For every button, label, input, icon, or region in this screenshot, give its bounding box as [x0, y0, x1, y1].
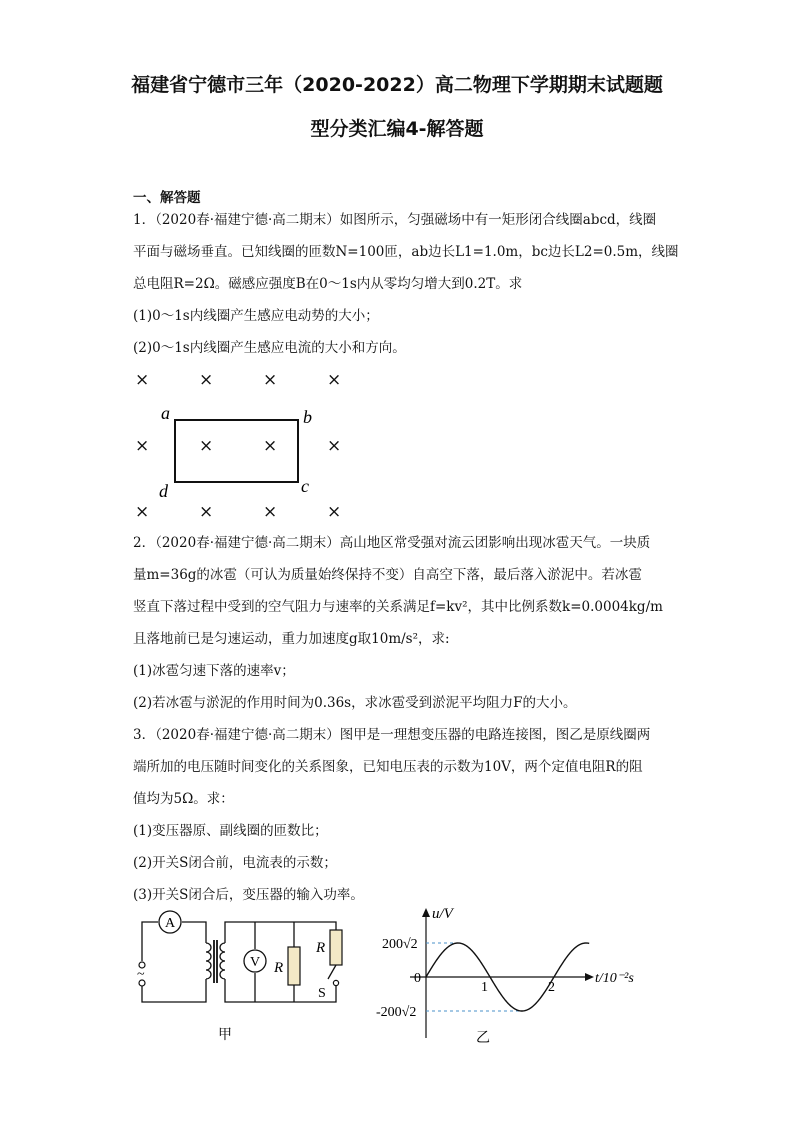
- q2-line-4: 且落地前已是匀速运动，重力加速度g取10m/s²，求:: [133, 631, 450, 647]
- ac-source-symbol: ~: [137, 967, 145, 982]
- switch-label: S: [318, 986, 326, 1001]
- figure-caption-yi: 乙: [476, 1030, 490, 1046]
- q3-line-2: 端所加的电压随时间变化的关系图象，已知电压表的示数为10V，两个定值电阻R的阻: [133, 759, 643, 775]
- field-cross: ×: [327, 436, 342, 456]
- y-tick-top: 200√2: [382, 937, 418, 952]
- origin-label: 0: [414, 971, 421, 986]
- q1-line-1: 1．（2020春·福建宁德·高二期末）如图所示，匀强磁场中有一矩形闭合线圈abcd，线圈: [133, 212, 657, 228]
- q2-line-5: (1)冰雹匀速下落的速率v；: [133, 663, 295, 679]
- q1-line-4: (1)0～1s内线圈产生感应电动势的大小；: [133, 308, 379, 324]
- field-cross: ×: [327, 370, 342, 390]
- q2-line-1: 2．（2020春·福建宁德·高二期末）高山地区常受强对流云团影响出现冰雹天气。一块质: [133, 535, 651, 551]
- q1-line-3: 总电阻R=2Ω。磁感应强度B在0～1s内从零均匀增大到0.2T。求: [133, 276, 523, 292]
- q2-line-3: 竖直下落过程中受到的空气阻力与速率的关系满足f=kv²，其中比例系数k=0.0004kg/m: [133, 599, 663, 615]
- y-axis-label: u/V: [432, 906, 453, 922]
- q1-magnetic-field-figure: [125, 365, 365, 525]
- resistor-2: [330, 930, 342, 965]
- figure-caption-jia: 甲: [218, 1027, 232, 1043]
- page-title-line-2: 型分类汇编4-解答题: [310, 118, 484, 140]
- field-cross: ×: [135, 370, 150, 390]
- q3-line-3: 值均为5Ω。求：: [133, 791, 234, 807]
- x-axis-arrow: [585, 973, 594, 981]
- q2-line-2: 量m=36g的冰雹（可认为质量始终保持不变）自高空下落，最后落入淤泥中。若冰雹: [133, 567, 642, 583]
- x-axis-label: t/10⁻²s: [595, 971, 634, 986]
- voltmeter-label: V: [250, 955, 261, 970]
- transformer-circuit-diagram: [128, 905, 358, 1045]
- section-heading: 一、解答题: [133, 190, 201, 206]
- field-cross: ×: [263, 502, 278, 522]
- field-cross: ×: [263, 370, 278, 390]
- q3-line-1: 3．（2020春·福建宁德·高二期末）图甲是一理想变压器的电路连接图，图乙是原线圈两: [133, 727, 651, 743]
- switch-terminal: [333, 980, 338, 985]
- coil-rectangle: [175, 420, 298, 482]
- field-cross: ×: [199, 370, 214, 390]
- q3-line-6: (3)开关S闭合后，变压器的输入功率。: [133, 887, 364, 903]
- field-cross: ×: [327, 502, 342, 522]
- resistor-2-label: R: [316, 940, 326, 956]
- y-axis-arrow: [422, 908, 430, 917]
- corner-label-c: c: [301, 476, 309, 496]
- resistor-1: [288, 947, 300, 985]
- q3-line-5: (2)开关S闭合前，电流表的示数；: [133, 855, 337, 871]
- corner-label-a: a: [161, 403, 170, 423]
- field-cross: ×: [135, 502, 150, 522]
- corner-label-d: d: [159, 481, 168, 501]
- q3-line-4: (1)变压器原、副线圈的匝数比；: [133, 823, 328, 839]
- ammeter-label: A: [165, 916, 176, 931]
- page-title-line-1: 福建省宁德市三年（2020-2022）高二物理下学期期末试题题: [131, 74, 663, 96]
- corner-label-b: b: [303, 407, 312, 427]
- field-cross: ×: [135, 436, 150, 456]
- field-cross: ×: [199, 502, 214, 522]
- x-tick-1: 1: [481, 980, 488, 995]
- x-tick-2: 2: [548, 980, 555, 995]
- voltage-time-graph: [370, 900, 650, 1050]
- field-cross: ×: [263, 436, 278, 456]
- q1-line-5: (2)0～1s内线圈产生感应电流的大小和方向。: [133, 340, 406, 356]
- resistor-1-label: R: [274, 960, 284, 976]
- field-cross: ×: [199, 436, 214, 456]
- q2-line-6: (2)若冰雹与淤泥的作用时间为0.36s，求冰雹受到淤泥平均阻力F的大小。: [133, 695, 577, 711]
- y-tick-bottom: -200√2: [376, 1005, 417, 1020]
- q1-line-2: 平面与磁场垂直。已知线圈的匝数N=100匝，ab边长L1=1.0m，bc边长L2=0.5m，线圈: [133, 244, 679, 260]
